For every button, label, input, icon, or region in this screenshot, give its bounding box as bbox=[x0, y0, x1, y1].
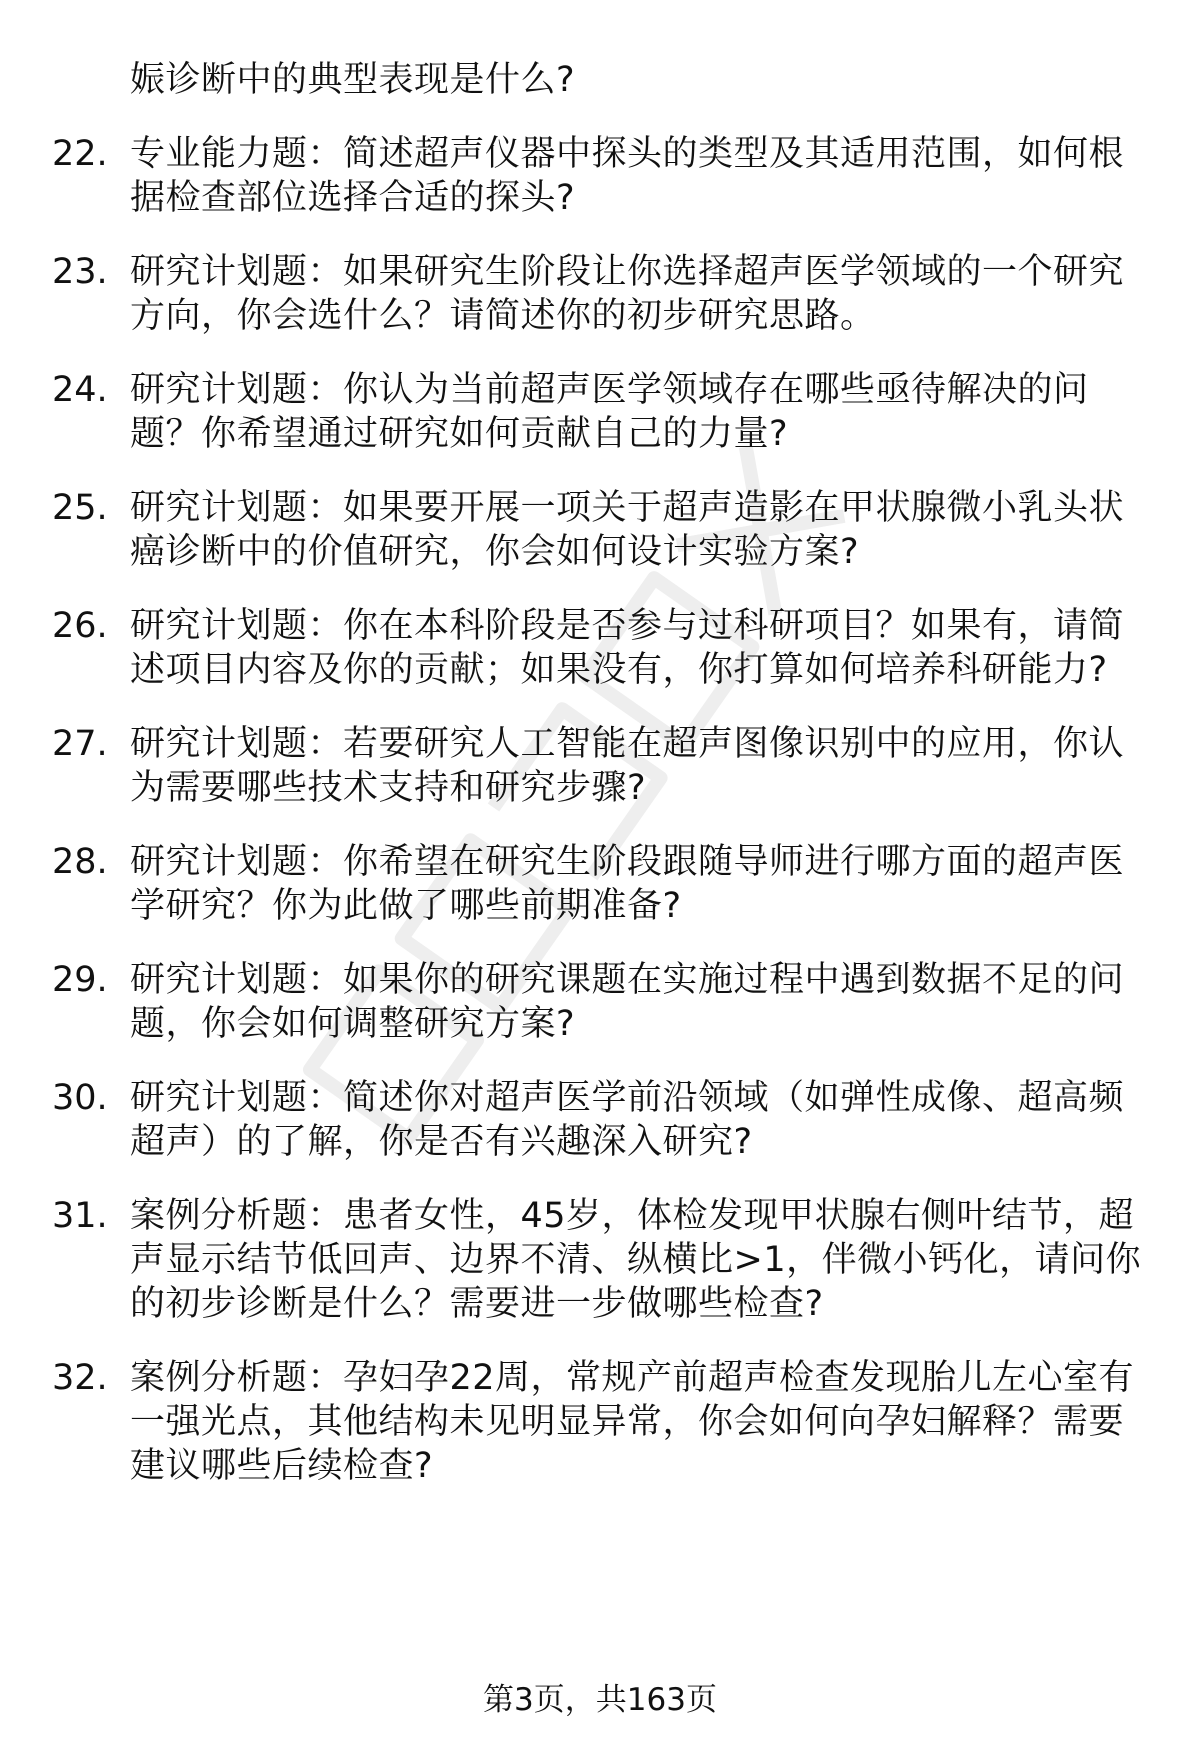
item-number: 23. bbox=[52, 252, 108, 292]
item-text: 研究计划题：若要研究人工智能在超声图像识别中的应用，你认 为需要哪些技术支持和研究步骤? bbox=[130, 724, 1125, 808]
page-footer: 第3页，共163页 bbox=[483, 1682, 717, 1718]
item-text: 研究计划题：简述你对超声医学前沿领域（如弹性成像、超高频 超声）的了解，你是否有兴趣深入研究? bbox=[130, 1078, 1125, 1162]
item-text: 研究计划题：如果研究生阶段让你选择超声医学领域的一个研究 方向，你会选什么？请简述你的初步研究思路。 bbox=[130, 252, 1125, 336]
item-text: 案例分析题：患者女性，45岁，体检发现甲状腺右侧叶结节，超 声显示结节低回声、边界不清、纵横比>1，伴微小钙化，请问你 的初步诊断是什么？需要进一步做哪些检查? bbox=[130, 1196, 1142, 1324]
item-number: 24. bbox=[52, 370, 108, 410]
item-text: 研究计划题：你在本科阶段是否参与过科研项目？如果有，请简 述项目内容及你的贡献；如果没有，你打算如何培养科研能力? bbox=[130, 606, 1125, 690]
item-number: 26. bbox=[52, 606, 108, 646]
item-number: 31. bbox=[52, 1196, 108, 1236]
item-number: 27. bbox=[52, 724, 108, 764]
item-text: 研究计划题：你认为当前超声医学领域存在哪些亟待解决的问 题？你希望通过研究如何贡献自己的力量? bbox=[130, 370, 1089, 454]
item-number: 30. bbox=[52, 1078, 108, 1118]
item-number: 25. bbox=[52, 488, 108, 528]
item-text: 专业能力题：简述超声仪器中探头的类型及其适用范围，如何根 据检查部位选择合适的探头? bbox=[130, 134, 1125, 218]
item-text: 研究计划题：你希望在研究生阶段跟随导师进行哪方面的超声医 学研究？你为此做了哪些前期准备? bbox=[130, 842, 1125, 926]
item-text: 案例分析题：孕妇孕22周，常规产前超声检查发现胎儿左心室有 一强光点，其他结构未见明显异常，你会如何向孕妇解释？需要 建议哪些后续检查? bbox=[130, 1358, 1135, 1486]
item-text: 研究计划题：如果你的研究课题在实施过程中遇到数据不足的问 题，你会如何调整研究方案? bbox=[130, 960, 1125, 1044]
item-number: 28. bbox=[52, 842, 108, 882]
item-number: 32. bbox=[52, 1358, 108, 1398]
item-text: 研究计划题：如果要开展一项关于超声造影在甲状腺微小乳头状 癌诊断中的价值研究，你会如何设计实验方案? bbox=[130, 488, 1125, 572]
continued-question-line: 娠诊断中的典型表现是什么? bbox=[130, 60, 576, 100]
item-number: 22. bbox=[52, 134, 108, 174]
item-number: 29. bbox=[52, 960, 108, 1000]
